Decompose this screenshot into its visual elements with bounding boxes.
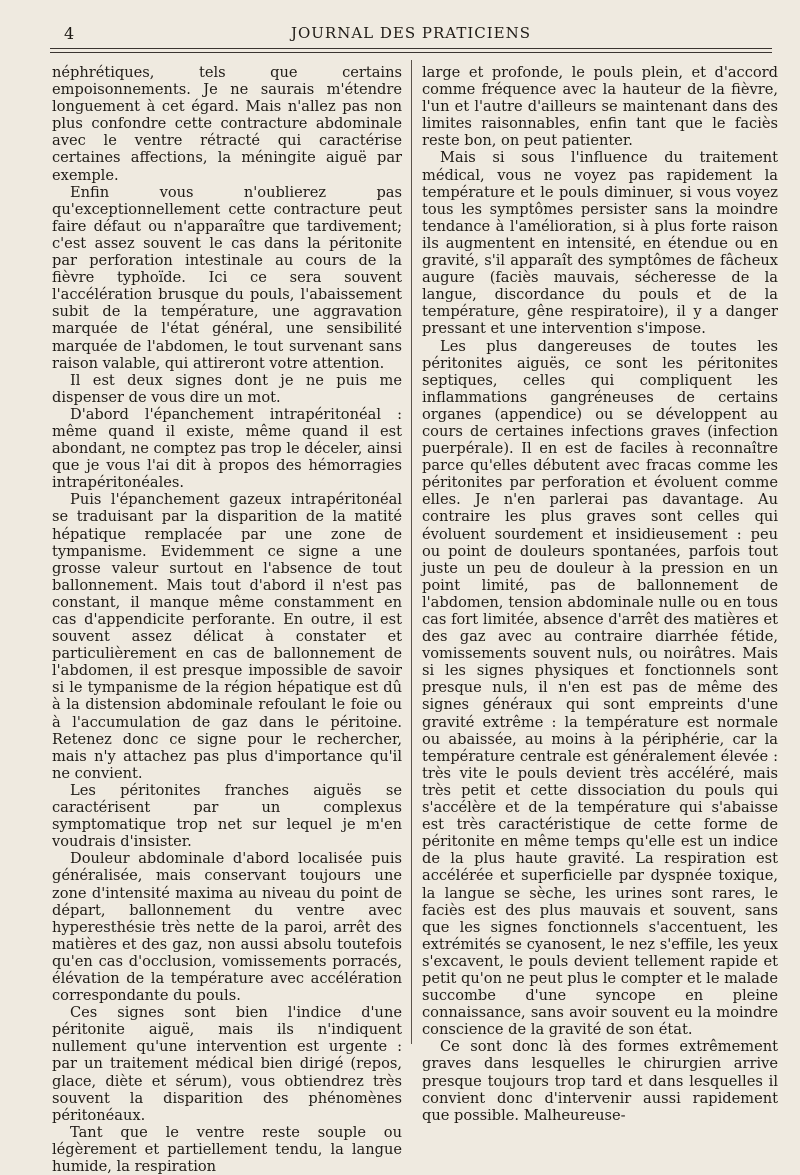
left-column [52, 64, 402, 1175]
paragraph: Puis l'épanchement gazeux intrapéritonéal se traduisant par la disparition de la matité hépatique remplacée par une zone de tympanisme. Evidemment ce signe a une grosse valeur surtout en l'absence de tout ballonnement. Mais tout d'abord il n'est pas constant, il manque même constamment en cas d'appendicite perforante. En outre, il est souvent assez délicat à constater et particulièrement en cas de ballonnement de l'abdomen, il est presque impossible de savoir si le tympanisme de la région hépatique est dû à la distension abdominale refoulant le foie ou à l'accumulation de gaz dans le péritoine. Retenez donc ce signe pour le rechercher, mais n'y attachez pas plus d'importance qu'il ne convient. [52, 491, 402, 782]
paragraph: Les péritonites franches aiguës se caractérisent par un complexus symptomatique trop net sur lequel je m'en voudrais d'insister. [52, 781, 402, 851]
paragraph: Les plus dangereuses de toutes les péritonites aiguës, ce sont les péritonites septiques, celles qui compliquent les inflammations gangréneuses de certains organes (appendice) ou se développent au cours de certaines infections graves (infection puerpérale). Il en est de faciles à reconnaître parce qu'elles débutent avec fracas comme les péritonites par perforation et évoluent comme elles. Je n'en parlerai pas davantage. Au contraire les plus graves sont celles qui évoluent sourdement et insidieusement : peu ou point de douleurs spontanées, parfois tout juste un peu de douleur à la pression en un point limité, pas de ballonnement de l'abdomen, tension abdominale nulle ou en tous cas fort limitée, absence d'arrêt des matières et des gaz avec au contraire diarrhée fétide, vomissements souvent nuls, ou noirâtres. Mais si les signes physiques et fonctionnels sont presque nuls, il n'en est pas de même des signes généraux qui sont empreints d'une gravité extrême : la température est normale ou abaissée, au moins à la périphérie, car la température centrale est généralement élevée : très vite le pouls devient très accéléré, mais très petit et cette dissociation du pouls qui s'accélère et de la température qui s'abaisse est très caractéristique de cette forme de péritonite en même temps qu'elle est un indice de la plus haute gravité. La respiration est accélérée et superficielle par dyspnée toxique, la langue se sèche, les urines sont rares, le faciès est des plus mauvais et souvent, sans que les signes fonctionnels s'accentuent, les extrémités se cyanosent, le nez s'effile, les yeux s'excavent, le pouls devient tellement rapide et petit qu'on ne peut plus le compter et le malade succombe d'une syncope en pleine connaissance, sans avoir souvent eu la moindre conscience de la gravité de son état. [422, 337, 778, 1039]
journal-title: JOURNAL DES PRATICIENS [290, 24, 532, 42]
paragraph: Enfin vous n'oublierez pas qu'exceptionnellement cette contracture peut faire défaut ou n'apparaître que tardivement; c'est assez souvent le cas dans la péritonite par perforation intestinale au cours de la fièvre typhoïde. Ici ce sera souvent l'accélération brusque du pouls, l'abaissement subit de la température, une aggravation marquée de l'état général, une sensibilité marquée de l'abdomen, le tout survenant sans raison valable, qui attireront votre attention. [52, 183, 402, 372]
paragraph: Douleur abdominale d'abord localisée puis généralisée, mais conservant toujours une zone d'intensité maxima au niveau du point de départ, ballonnement du ventre avec hyperesthésie très nette de la paroi, arrêt des matières et des gaz, non aussi absolu toutefois qu'en cas d'occlusion, vomissements porracés, élévation de la température avec accélération correspondante du pouls. [52, 850, 402, 1005]
paragraph: Mais si sous l'influence du traitement médical, vous ne voyez pas rapidement la température et le pouls diminuer, si vous voyez tous les symptômes persister sans la moindre tendance à l'amélioration, si à plus forte raison ils augmentent en intensité, en étendue ou en gravité, s'il apparaît des symptômes de fâcheux augure (faciès mauvais, sécheresse de la langue, discordance du pouls et de la température, gêne respiratoire), il y a danger pressant et une intervention s'impose. [422, 149, 778, 338]
page-number: 4 [64, 24, 75, 43]
column-divider [411, 60, 412, 1044]
paragraph: large et profonde, le pouls plein, et d'accord comme fréquence avec la hauteur de la fièvre, l'un et l'autre d'ailleurs se maintenant dans des limites raisonnables, enfin tant que le faciès reste bon, on peut patienter. [422, 64, 778, 150]
paragraph: Ces signes sont bien l'indice d'une péritonite aiguë, mais ils n'indiquent nullement qu'une intervention est urgente : par un traitement médical bien dirigé (repos, glace, diète et sérum), vous obtiendrez très souvent la disparition des phénomènes péritonéaux. [52, 1004, 402, 1124]
paragraph: Ce sont donc là des formes extrêmement graves dans lesquelles le chirurgien arrive presque toujours trop tard et dans lesquelles il convient donc d'intervenir aussi rapidement que possible. Malheureuse- [422, 1038, 778, 1124]
paragraph: Tant que le ventre reste souple ou légèrement et partiellement tendu, la langue humide, la respiration [52, 1123, 402, 1175]
header-rule [50, 48, 772, 49]
right-column [422, 64, 778, 1124]
paragraph: D'abord l'épanchement intrapéritonéal : même quand il existe, même quand il est abondant, ne comptez pas trop le déceler, ainsi que je vous l'ai dit à propos des hémorragies intrapéritonéales. [52, 405, 402, 492]
paragraph: Il est deux signes dont je ne puis me dispenser de vous dire un mot. [52, 371, 402, 406]
paragraph: néphrétiques, tels que certains empoisonnements. Je ne saurais m'étendre longuement à cet égard. Mais n'allez pas non plus confondre cette contracture abdominale avec le ventre rétracté qui caractérise certaines affections, la méningite aiguë par exemple. [52, 64, 402, 184]
header-rule-double [50, 52, 772, 53]
page-header [50, 20, 772, 48]
